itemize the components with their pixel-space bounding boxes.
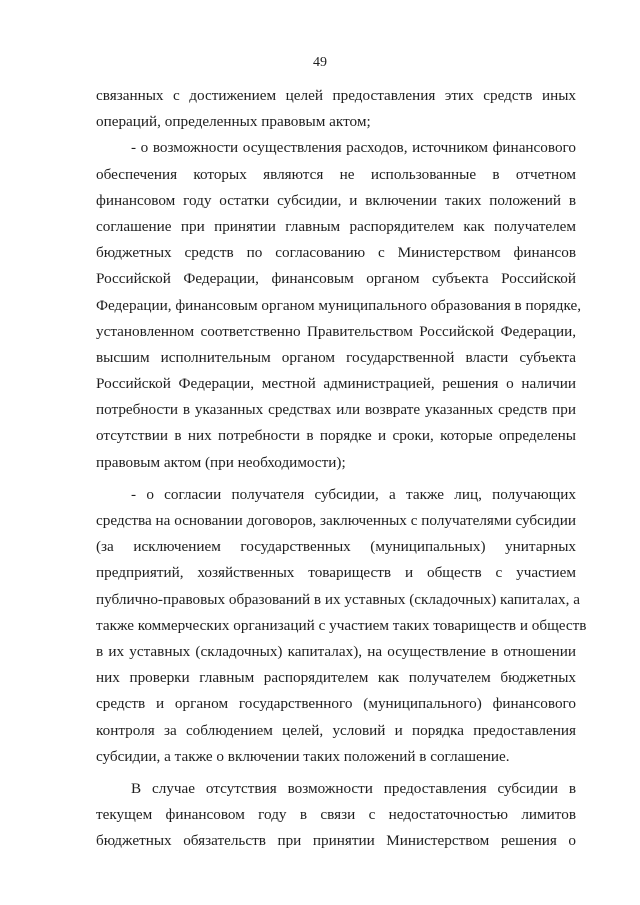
text-line: Российской Федерации, финансовым органом субъекта Российской <box>96 270 576 288</box>
page-number: 49 <box>313 55 327 70</box>
text-line: субсидии, а также о включении таких положений в соглашение. <box>96 747 510 765</box>
paragraph-consent-to-inspection <box>96 482 587 770</box>
text-line: - о возможности осуществления расходов, источником финансового <box>131 139 576 157</box>
text-line: высшим исполнительным органом государственной власти субъекта <box>96 348 576 366</box>
paragraph-insufficient-limits <box>96 776 576 855</box>
text-line: финансовом году остатки субсидии, и включении таких положений в <box>96 191 576 209</box>
text-line: контроля за соблюдением целей, условий и порядка предоставления <box>96 721 576 739</box>
paragraph-unused-balances <box>96 135 582 475</box>
text-line: установленном соответственно Правительством Российской Федерации, <box>96 322 576 340</box>
text-line: также коммерческих организаций с участием таких товариществ и обществ <box>96 616 587 634</box>
text-line: связанных с достижением целей предоставления этих средств иных <box>96 87 576 104</box>
text-line: (за исключением государственных (муниципальных) унитарных <box>96 538 576 556</box>
text-line: В случае отсутствия возможности предоставления субсидии в <box>131 779 576 797</box>
text-line: бюджетных обязательств при принятии Министерством решения о <box>96 832 576 850</box>
text-line: операций, определенных правовым актом; <box>96 113 371 131</box>
text-line: средства на основании договоров, заключенных с получателями субсидии <box>96 512 576 529</box>
text-line: предприятий, хозяйственных товариществ и обществ с участием <box>96 564 576 582</box>
text-line: правовым актом (при необходимости); <box>96 453 346 471</box>
text-line: отсутствии в них потребности в порядке и сроки, которые определены <box>96 427 576 445</box>
text-line: обеспечения которых являются не использованные в отчетном <box>96 165 576 183</box>
text-line: средств и органом государственного (муниципального) финансового <box>96 695 576 713</box>
text-line: публично-правовых образований в их уставных (складочных) капиталах, а <box>96 590 580 608</box>
paragraph-continuation <box>96 83 576 135</box>
text-line: соглашение при принятии главным распорядителем как получателем <box>96 217 576 235</box>
text-line: - о согласии получателя субсидии, а также лиц, получающих <box>131 485 576 503</box>
text-line: текущем финансовом году в связи с недостаточностью лимитов <box>96 806 576 824</box>
text-line: Федерации, финансовым органом муниципального образования в порядке, <box>96 296 582 314</box>
text-line: бюджетных средств по согласованию с Министерством финансов <box>96 244 576 262</box>
text-line: в их уставных (складочных) капиталах), на осуществление в отношении <box>96 642 576 660</box>
text-line: потребности в указанных средствах или возврате указанных средств при <box>96 401 576 419</box>
text-line: них проверки главным распорядителем как получателем бюджетных <box>96 669 576 687</box>
body-text <box>96 83 587 854</box>
text-line: Российской Федерации, местной администрацией, решения о наличии <box>96 375 576 393</box>
